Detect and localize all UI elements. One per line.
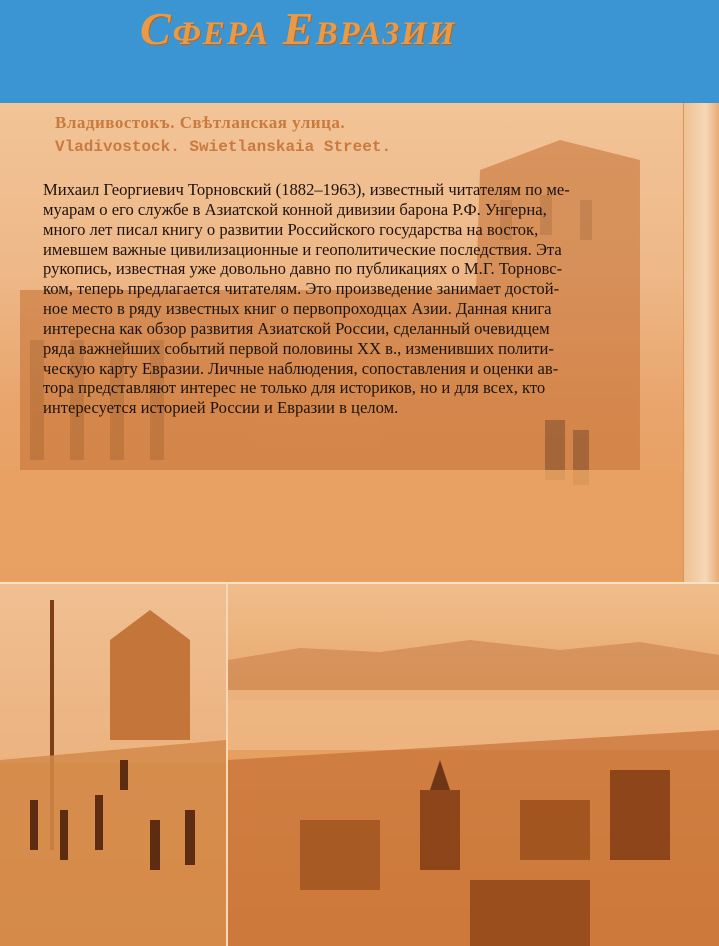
description-line: тора представляют интерес не только для историков, но и для всех, кто: [43, 378, 546, 398]
photo-caption-english: Vladivostock. Swietlanskaia Street.: [55, 138, 392, 156]
photo-divider: [0, 582, 719, 584]
description-line: Михаил Георгиевич Торновский (1882–1963), известный читателям по ме-: [43, 180, 570, 199]
parade-scene: [0, 583, 226, 946]
description-line: интересуется историей России и Евразии в целом.: [43, 398, 399, 418]
description-line: ное место в ряду известных книг о первопроходцах Азии. Данная книга: [43, 299, 552, 319]
description-line: рукопись, известная уже довольно давно по публикациях о М.Г. Торновс-: [43, 259, 563, 279]
harbor-scene: [228, 640, 719, 946]
description-line: ряда важнейших событий первой половины XX в., изменивших полити-: [43, 338, 554, 358]
description-line: имевшем важные цивилизационные и геополитические последствия. Эта: [43, 239, 562, 259]
description-line: интересна как обзор развития Азиатской России, сделанный очевидцем: [43, 318, 550, 338]
book-description: [43, 180, 676, 418]
description-line: ком, теперь предлагается читателям. Это произведение занимает достой-: [43, 279, 560, 299]
series-title: СФЕРА ЕВРАЗИИ: [140, 3, 457, 54]
photo-seam: [226, 583, 228, 946]
overlapping-document-edge: [683, 103, 719, 583]
photo-caption-russian: Владивостокъ. Свѣтланская улица.: [55, 113, 346, 132]
description-line: муарам о его службе в Азиатской конной дивизии барона Р.Ф. Унгерна,: [43, 199, 547, 219]
street-ground: [0, 470, 683, 582]
description-line: ческую карту Евразии. Личные наблюдения, сопоставления и оценки ав-: [43, 358, 559, 378]
header-band: [0, 0, 719, 103]
description-line: много лет писал книгу о развитии Российского государства на восток,: [43, 219, 539, 239]
